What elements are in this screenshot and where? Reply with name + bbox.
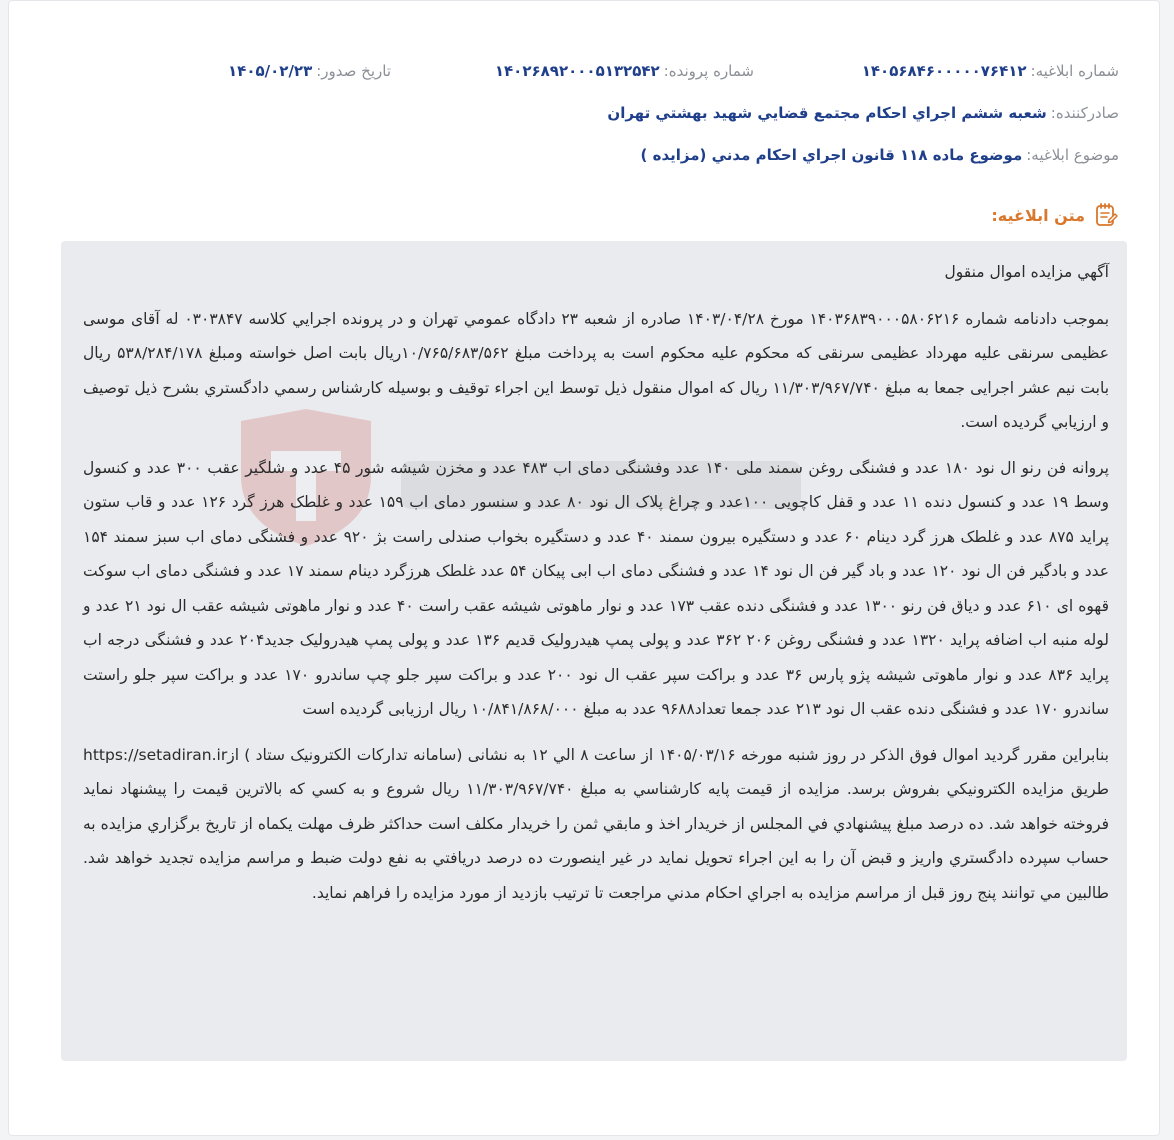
notice-card — [8, 0, 1160, 1136]
issue-date-label: تاريخ صدور: — [316, 62, 391, 80]
notice-heading: آگهي مزايده اموال منقول — [944, 263, 1109, 281]
issue-date — [228, 57, 391, 85]
document-text-icon — [1093, 202, 1119, 228]
meta-row — [49, 57, 1119, 85]
notice-number — [862, 57, 1119, 85]
case-number-label: شماره پرونده: — [663, 62, 754, 80]
subject-row — [641, 141, 1119, 169]
notice-number-label: شماره ابلاغيه: — [1030, 62, 1119, 80]
case-number — [495, 57, 754, 85]
issuer-row — [607, 99, 1119, 127]
notice-paragraph-verdict: بموجب دادنامه شماره ۱۴۰۳۶۸۳۹۰۰۰۵۸۰۶۲۱۶ مورخ ۱۴۰۳/۰۴/۲۸ صادره از شعبه ۲۳ دادگاه عمومي تهران و در پرونده اجرايي كلاسه ۰۳۰۳۸۴۷ له آقای موسی عظیمی سرنقی علیه مهرداد عظیمی سرنقی که محکوم علیه محکوم است به پرداخت مبلغ ۱۰/۷۶۵/۶۸۳/۵۶۲ریال بابت اصل خواسته ومبلغ ۵۳۸/۲۸۴/۱۷۸ ریال بابت نیم عشر اجرایی جمعا به مبلغ ۱۱/۳۰۳/۹۶۷/۷۴۰ ریال كه اموال منقول ذيل توسط اين اجراء توقيف و بوسيله كارشناس رسمي دادگستري بشرح ذيل توصيف و ارزيابي گرديده است. — [83, 309, 1110, 431]
issuer-label: صادرکننده: — [1050, 104, 1119, 122]
notice-text-header — [991, 201, 1119, 229]
subject-label: موضوع ابلاغيه: — [1026, 146, 1119, 164]
issuer-value: شعبه ششم اجراي احكام مجتمع قضايي شهيد بهشتي تهران — [607, 104, 1047, 122]
subject-value: موضوع ماده ۱۱۸ قانون اجراي احكام مدني (مزايده ) — [640, 146, 1023, 164]
issue-date-value: ۱۴۰۵/۰۲/۲۳ — [228, 62, 313, 80]
notice-text-title: متن ابلاغيه: — [991, 205, 1085, 225]
notice-paragraph-auction-terms: بنابراين مقرر گرديد اموال فوق الذكر در روز شنبه مورخه ۱۴۰۵/۰۳/۱۶ از ساعت ۸ الي ۱۲ به نشانی (سامانه تدارکات الکترونیک ستاد ) ازhttps://setadiran.ir طريق مزايده الكترونيكي بفروش برسد. مزايده از قيمت پايه كارشناسي به مبلغ ۱۱/۳۰۳/۹۶۷/۷۴۰ ریال شروع و به كسي كه بالاترين قيمت را پيشنهاد نمايد فروخته خواهد شد. ده درصد مبلغ پيشنهادي في المجلس از خريدار اخذ و مابقي ثمن را خريدار مكلف است حداكثر ظرف مهلت يكماه از تاريخ برگزاري مزايده به حساب سپرده دادگستري واريز و قبض آن را به اين اجراء تحويل نمايد در غير اينصورت ده درصد دريافتي به نفع دولت ضبط و مراسم مزايده تجديد خواهد شد. طالبين مي توانند پنج روز قبل از مراسم مزايده به اجراي احكام مدني مراجعت تا ترتيب بازديد از مورد مزايده را فراهم نمايد. — [83, 745, 1109, 902]
notice-body — [83, 255, 1109, 921]
case-number-value: ۱۴۰۲۶۸۹۲۰۰۰۵۱۳۲۵۴۲ — [494, 62, 660, 80]
notice-number-value: ۱۴۰۵۶۸۴۶۰۰۰۰۰۷۶۴۱۲ — [861, 62, 1027, 80]
notice-paragraph-items: پروانه فن رنو ال نود ۱۸۰ عدد و فشنگی روغن سمند ملی ۱۴۰ عدد وفشنگی دمای اب ۴۸۳ عدد و مخزن شیشه شور ۴۵ عدد و شلگیر عقب ۳۰۰ عدد و کنسول وسط ۱۹ عدد و کنسول دنده ۱۱ عدد و قفل کاچویی ۱۰۰عدد و چراغ پلاک ال نود ۸۰ عدد و سنسور دمای اب ۱۵۹ عدد و غلطک هرز گرد ۱۲۶ عدد و قاب ستون پراید ۸۷۵ عدد و غلطک هرز گرد دینام ۶۰ عدد و دستگیره بیرون سمند ۴۰ عدد و دستگیره بخواب صندلی راست بژ ۹۲۰ عدد و فشنگی دمای اب سبز سمند ۱۵۴ عدد و بادگیر فن ال نود ۱۲۰ عدد و باد گیر فن ال نود ۱۴ عدد و فشنگی دمای اب ابی پیکان ۵۴ عدد غلطک هرزگرد دینام سمند ۱۷ عدد و فشنگی دمای اب سوکت قهوه ای ۶۱۰ عدد و دیاق فن رنو ۱۳۰۰ عدد و فشنگی دنده عقب ۱۷۳ عدد و نوار ماهوتی شیشه عقب راست ۴۰ عدد و نوار ماهوتی شیشه عقب ال نود ۲۱ عدد و لوله منبه اب اضافه پراید ۱۳۲۰ عدد و فشنگی روغن ۲۰۶ ۳۶۲ عدد و پولی پمپ هیدرولیک قدیم ۱۳۶ عدد و پولی پمپ هیدرولیک جدید۲۰۴ عدد و فشنگی درجه اب پراید ۸۳۶ عدد و نوار ماهوتی شیشه پژو پارس ۳۶ عدد و براکت سپر عقب ال نود ۲۰۰ عدد و براکت سپر جلو چپ ساندرو ۱۷۰ عدد و براکت سپر جلو راستت ساندرو ۱۷۰ عدد و فشنگی دنده عقب ال نود ۲۱۳ عدد جمعا تعداد۹۶۸۸ عدد به مبلغ ۱۰/۸۴۱/۸۶۸/۰۰۰ ریال ارزیابی گردیده است — [83, 458, 1109, 718]
notice-text-box — [61, 241, 1127, 1061]
